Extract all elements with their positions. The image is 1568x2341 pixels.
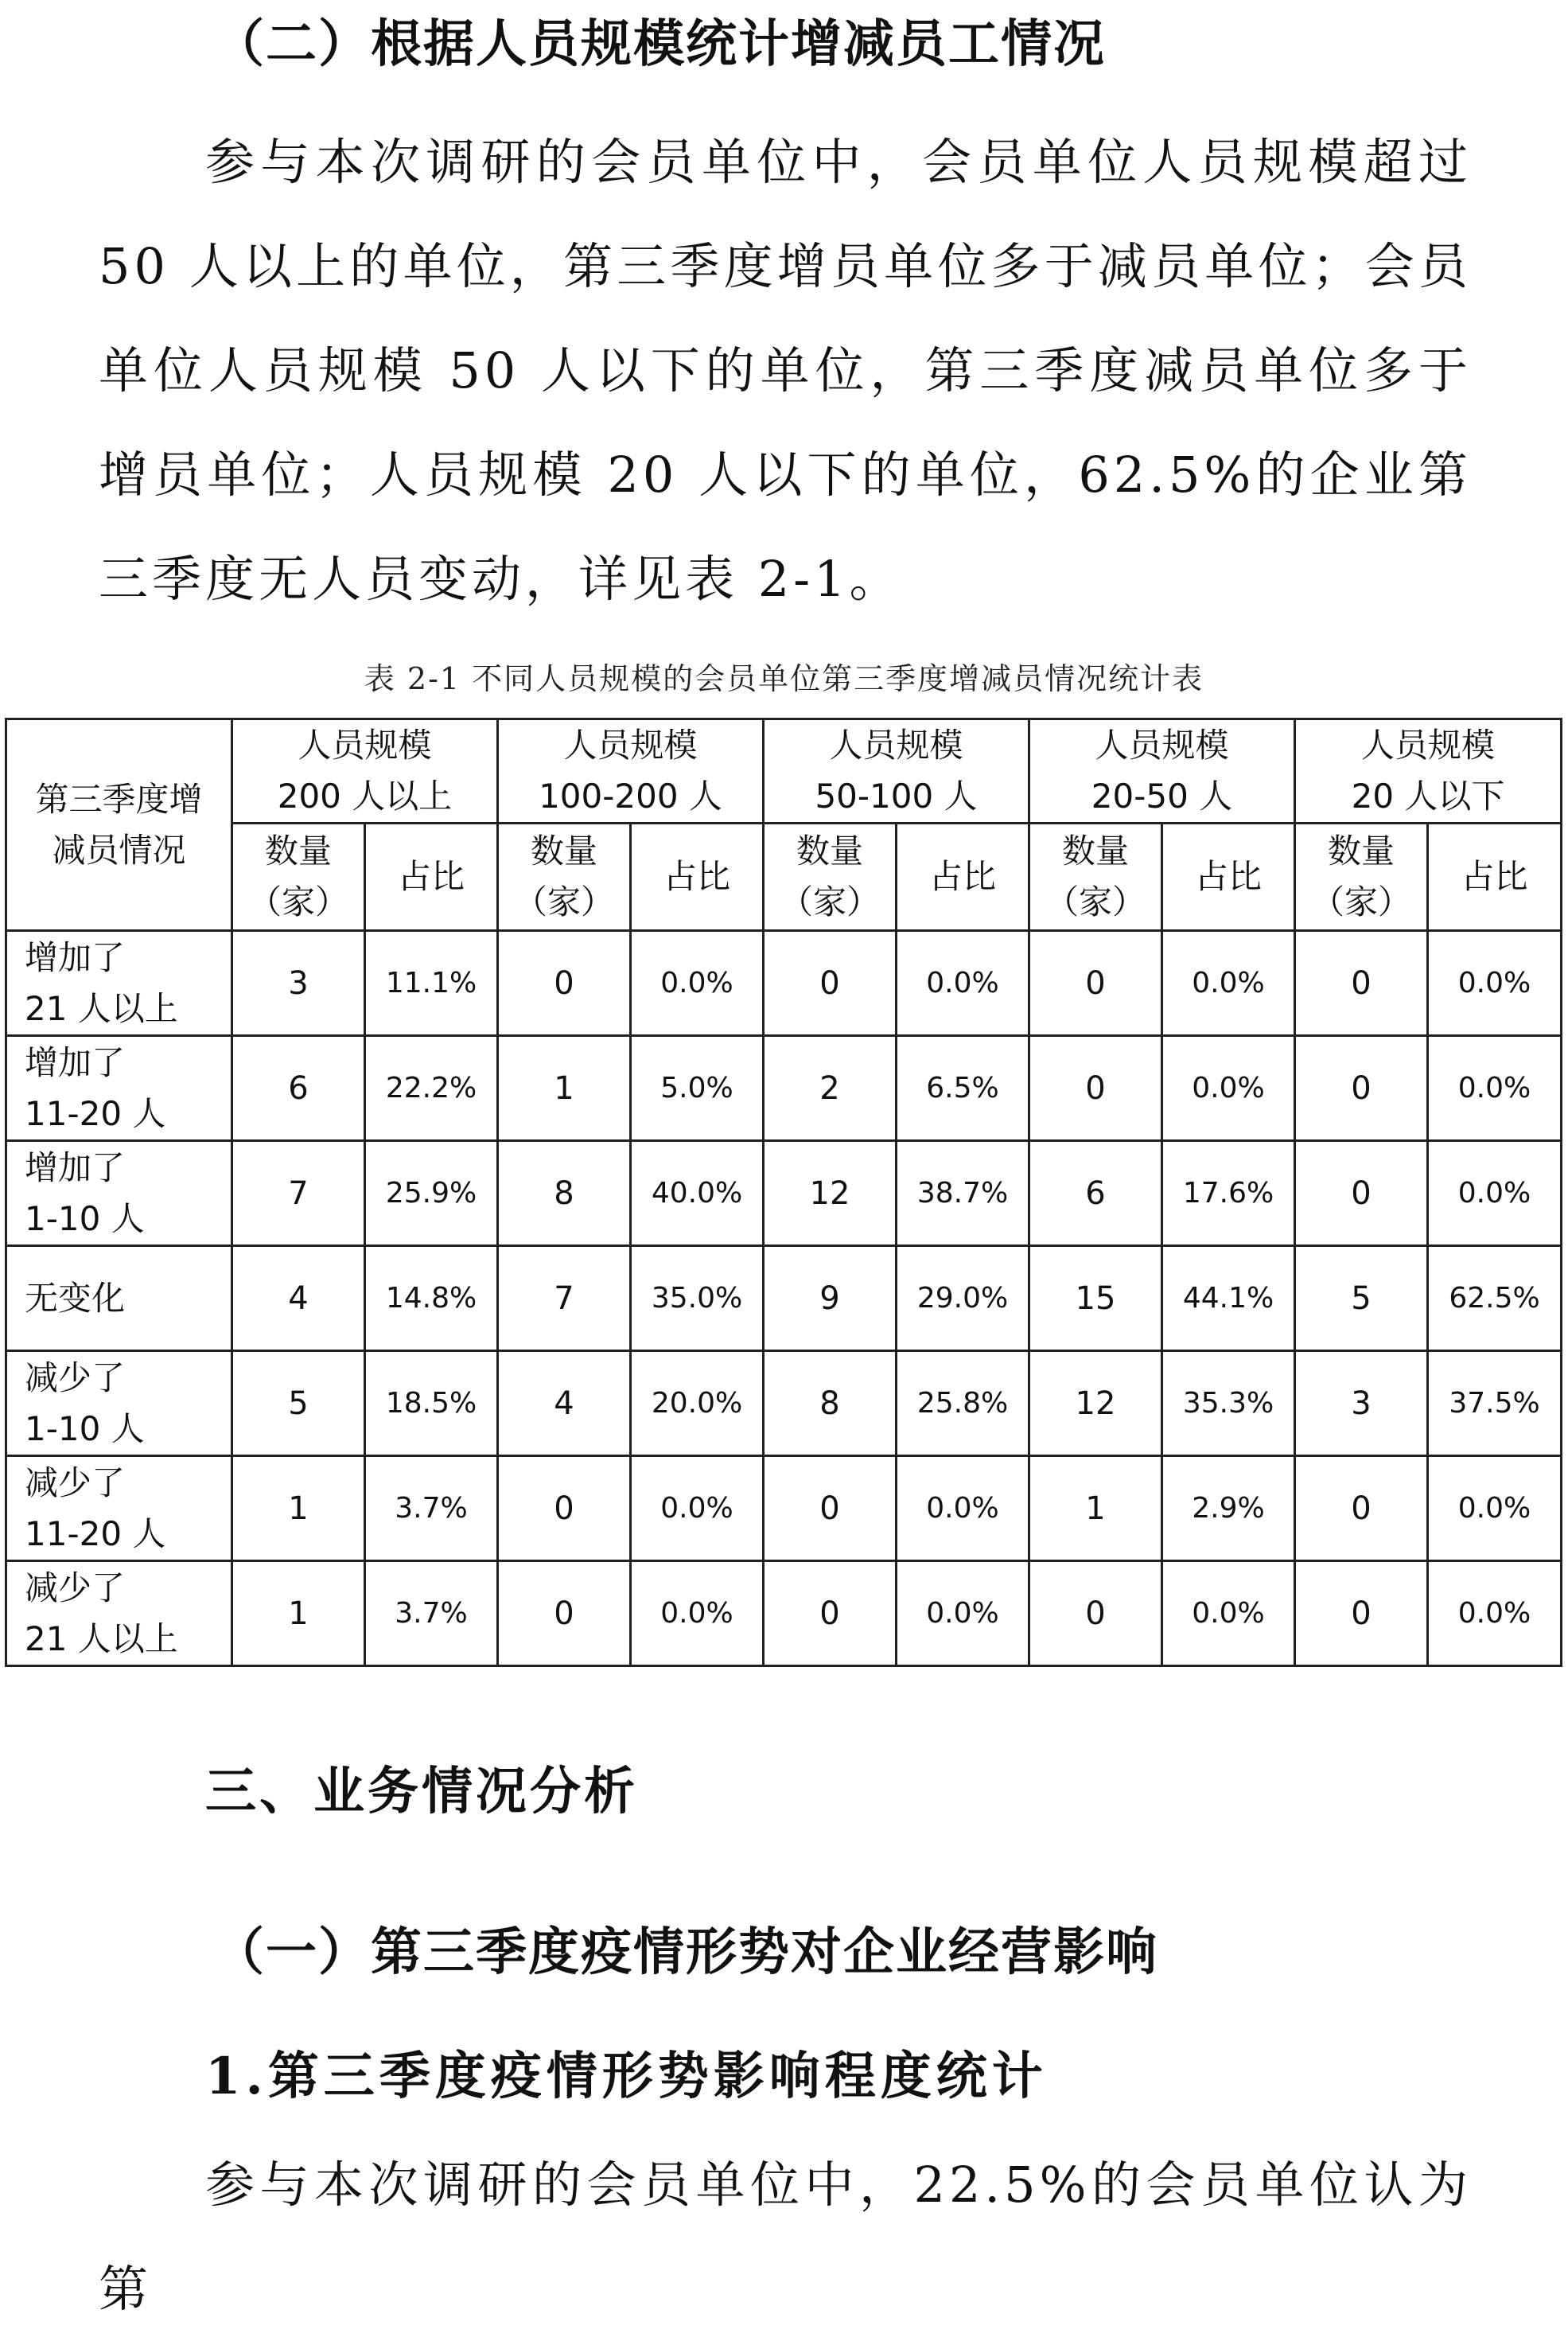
group-header-50-100: 人员规模 50-100 人 <box>764 719 1029 824</box>
count-cell: 12 <box>1029 1351 1162 1456</box>
count-header: 数量 （家） <box>1029 824 1162 931</box>
subsection-heading: （一）第三季度疫情形势对企业经营影响 <box>213 1922 1158 1982</box>
section-heading-3: 三、业务情况分析 <box>205 1762 638 1821</box>
count-cell: 1 <box>232 1456 365 1561</box>
count-cell: 0 <box>1295 1561 1428 1666</box>
table-row <box>6 1246 1562 1351</box>
ratio-cell: 5.0% <box>631 1036 764 1141</box>
ratio-cell: 0.0% <box>897 931 1029 1036</box>
count-cell: 6 <box>1029 1141 1162 1246</box>
table-header-row <box>6 719 1562 824</box>
group-header-under-20: 人员规模 20 人以下 <box>1295 719 1562 824</box>
ratio-cell: 3.7% <box>365 1561 498 1666</box>
ratio-cell: 35.0% <box>631 1246 764 1351</box>
paragraph-staff-scale: 参与本次调研的会员单位中，会员单位人员规模超过 50 人以上的单位，第三季度增员单位多于减员单位；会员单位人员规模 50 人以下的单位，第三季度减员单位多于增员单位；人员规模 20 人以下的单位，62.5%的企业第三季度无人员变动，详见表 2-1。 <box>99 133 1472 608</box>
ratio-cell: 0.0% <box>631 1456 764 1561</box>
ratio-header: 占比 <box>1162 824 1295 931</box>
count-cell: 4 <box>498 1351 631 1456</box>
ratio-cell: 0.0% <box>1428 931 1562 1036</box>
row-label: 减少了 1-10 人 <box>6 1351 232 1456</box>
count-cell: 0 <box>764 1456 897 1561</box>
table-caption: 表 2-1 不同人员规模的会员单位第三季度增减员情况统计表 <box>364 661 1204 696</box>
count-cell: 1 <box>1029 1456 1162 1561</box>
group-header-200-plus: 人员规模 200 人以上 <box>232 719 498 824</box>
count-header: 数量 （家） <box>1295 824 1428 931</box>
ratio-cell: 0.0% <box>1428 1561 1562 1666</box>
ratio-cell: 2.9% <box>1162 1456 1295 1561</box>
count-cell: 0 <box>1029 1561 1162 1666</box>
count-cell: 0 <box>764 1561 897 1666</box>
count-cell: 0 <box>1295 931 1428 1036</box>
ratio-cell: 37.5% <box>1428 1351 1562 1456</box>
ratio-cell: 0.0% <box>1428 1141 1562 1246</box>
table-row <box>6 931 1562 1036</box>
count-cell: 0 <box>1029 931 1162 1036</box>
count-cell: 2 <box>764 1036 897 1141</box>
count-header: 数量 （家） <box>764 824 897 931</box>
ratio-cell: 62.5% <box>1428 1246 1562 1351</box>
table-row <box>6 1351 1562 1456</box>
count-cell: 0 <box>1029 1036 1162 1141</box>
ratio-cell: 29.0% <box>897 1246 1029 1351</box>
ratio-cell: 0.0% <box>897 1456 1029 1561</box>
count-cell: 5 <box>1295 1246 1428 1351</box>
count-cell: 7 <box>498 1246 631 1351</box>
ratio-cell: 0.0% <box>897 1561 1029 1666</box>
row-header-cell: 第三季度增 减员情况 <box>6 719 232 931</box>
count-header: 数量 （家） <box>498 824 631 931</box>
count-cell: 1 <box>498 1036 631 1141</box>
ratio-cell: 20.0% <box>631 1351 764 1456</box>
row-label: 增加了 21 人以上 <box>6 931 232 1036</box>
count-cell: 8 <box>498 1141 631 1246</box>
ratio-cell: 44.1% <box>1162 1246 1295 1351</box>
ratio-cell: 25.8% <box>897 1351 1029 1456</box>
count-cell: 0 <box>1295 1141 1428 1246</box>
count-cell: 6 <box>232 1036 365 1141</box>
count-cell: 1 <box>232 1561 365 1666</box>
ratio-cell: 38.7% <box>897 1141 1029 1246</box>
ratio-cell: 0.0% <box>1162 1036 1295 1141</box>
count-cell: 5 <box>232 1351 365 1456</box>
ratio-cell: 6.5% <box>897 1036 1029 1141</box>
ratio-cell: 22.2% <box>365 1036 498 1141</box>
count-cell: 12 <box>764 1141 897 1246</box>
group-header-20-50: 人员规模 20-50 人 <box>1029 719 1295 824</box>
ratio-cell: 0.0% <box>631 931 764 1036</box>
ratio-cell: 0.0% <box>1428 1456 1562 1561</box>
ratio-cell: 35.3% <box>1162 1351 1295 1456</box>
count-cell: 0 <box>498 1456 631 1561</box>
group-header-100-200: 人员规模 100-200 人 <box>498 719 764 824</box>
table-row <box>6 1036 1562 1141</box>
count-cell: 0 <box>498 931 631 1036</box>
ratio-cell: 0.0% <box>631 1561 764 1666</box>
row-label: 增加了 11-20 人 <box>6 1036 232 1141</box>
table-row <box>6 1141 1562 1246</box>
count-cell: 8 <box>764 1351 897 1456</box>
ratio-cell: 17.6% <box>1162 1141 1295 1246</box>
count-cell: 0 <box>1295 1456 1428 1561</box>
ratio-cell: 40.0% <box>631 1141 764 1246</box>
count-cell: 4 <box>232 1246 365 1351</box>
row-label: 减少了 21 人以上 <box>6 1561 232 1666</box>
paragraph-epidemic-impact: 参与本次调研的会员单位中，22.5%的会员单位认为第 <box>99 2156 1472 2318</box>
section-heading-2: （二）根据人员规模统计增减员工情况 <box>213 14 1106 74</box>
count-cell: 0 <box>498 1561 631 1666</box>
count-cell: 15 <box>1029 1246 1162 1351</box>
ratio-cell: 25.9% <box>365 1141 498 1246</box>
ratio-cell: 11.1% <box>365 931 498 1036</box>
table-subheader-row <box>6 824 1562 931</box>
ratio-cell: 3.7% <box>365 1456 498 1561</box>
ratio-header: 占比 <box>897 824 1029 931</box>
count-cell: 0 <box>1295 1036 1428 1141</box>
row-label: 无变化 <box>6 1246 232 1351</box>
ratio-cell: 18.5% <box>365 1351 498 1456</box>
count-cell: 3 <box>1295 1351 1428 1456</box>
ratio-header: 占比 <box>1428 824 1562 931</box>
ratio-cell: 0.0% <box>1428 1036 1562 1141</box>
table-row <box>6 1561 1562 1666</box>
count-cell: 3 <box>232 931 365 1036</box>
ratio-header: 占比 <box>365 824 498 931</box>
ratio-cell: 0.0% <box>1162 931 1295 1036</box>
count-cell: 7 <box>232 1141 365 1246</box>
count-header: 数量 （家） <box>232 824 365 931</box>
count-cell: 9 <box>764 1246 897 1351</box>
row-label: 增加了 1-10 人 <box>6 1141 232 1246</box>
staff-change-table <box>5 718 1562 1667</box>
count-cell: 0 <box>764 931 897 1036</box>
ratio-header: 占比 <box>631 824 764 931</box>
subsection-heading-numbered: 1.第三季度疫情形势影响程度统计 <box>205 2047 1048 2106</box>
table-row <box>6 1456 1562 1561</box>
ratio-cell: 0.0% <box>1162 1561 1295 1666</box>
row-label: 减少了 11-20 人 <box>6 1456 232 1561</box>
ratio-cell: 14.8% <box>365 1246 498 1351</box>
